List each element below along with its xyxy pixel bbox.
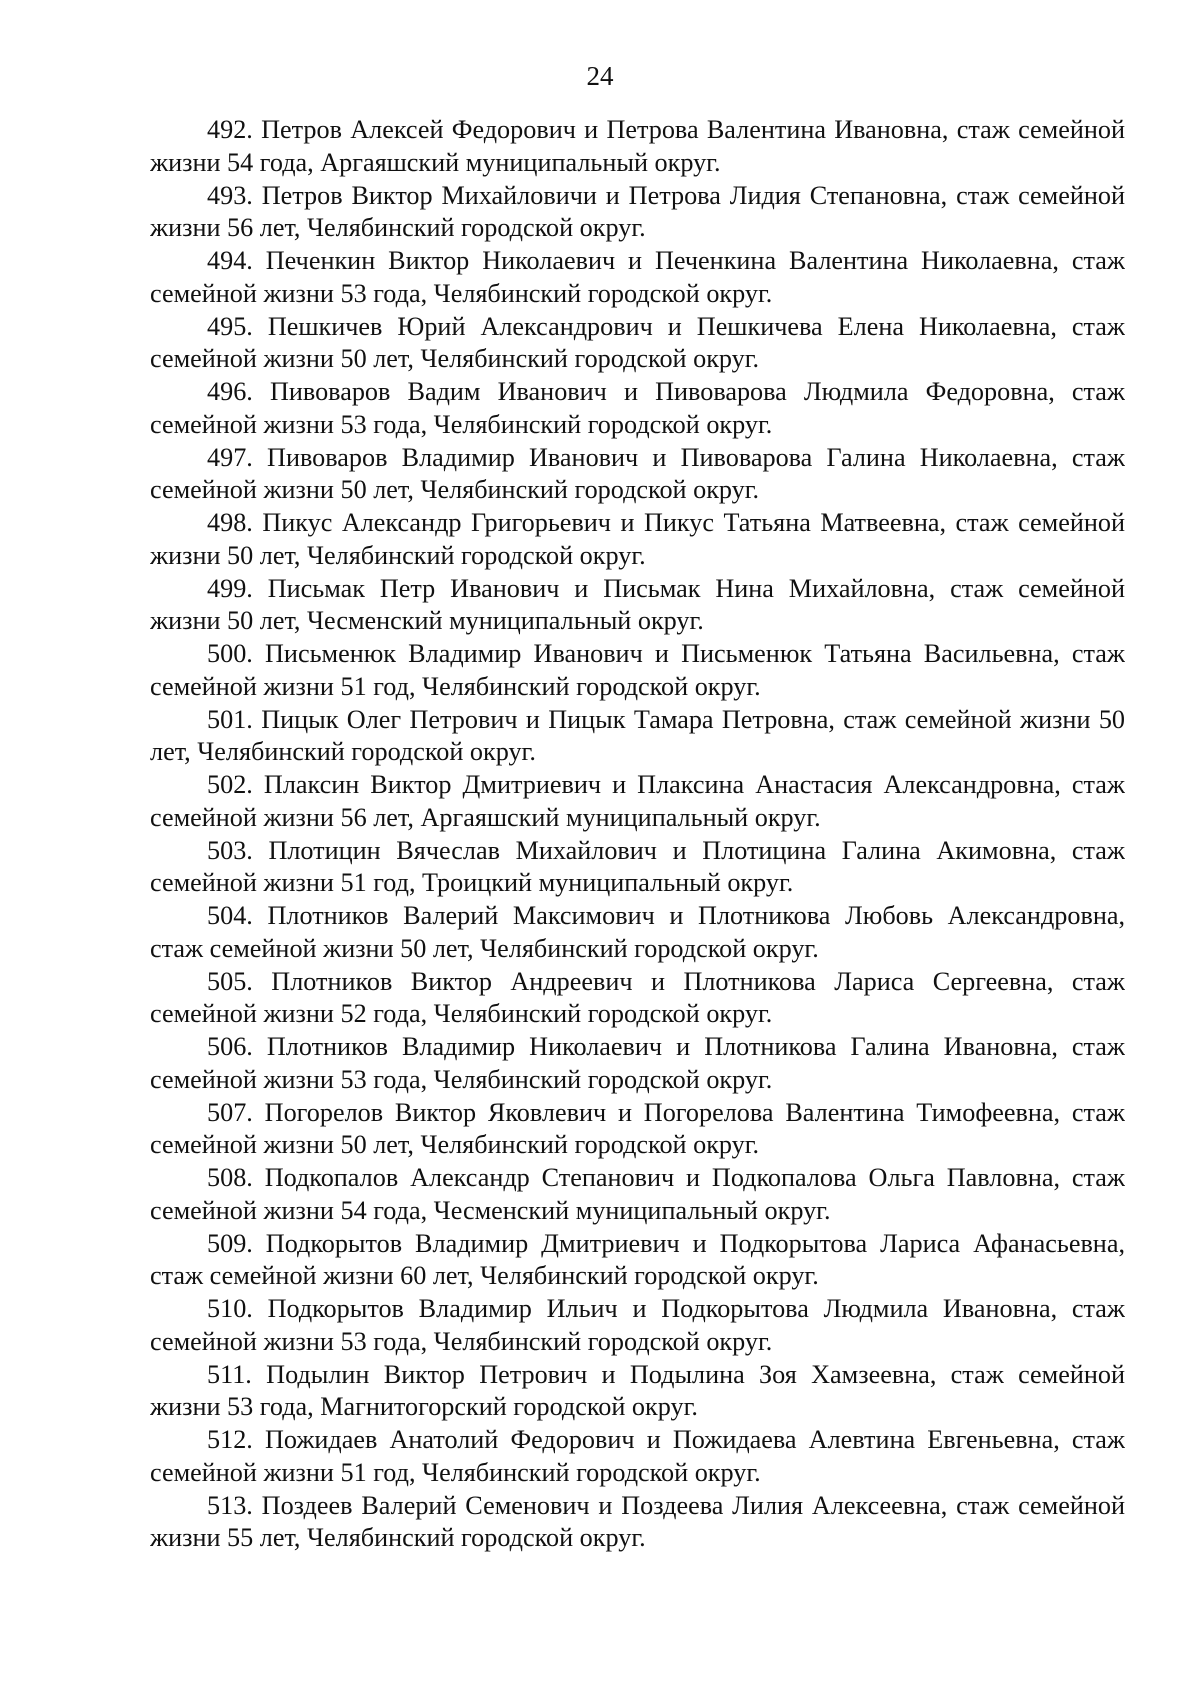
entry-number: 513. <box>207 1490 253 1520</box>
entry-text: Плотников Владимир Николаевич и Плотникова Галина Ивановна, стаж семейной жизни 53 года, Челябинский городской округ. <box>150 1032 1125 1094</box>
list-item <box>150 1293 1125 1359</box>
entry-text: Петров Алексей Федорович и Петрова Валентина Ивановна, стаж семейной жизни 54 года, Аргаяшский муниципальный округ. <box>150 115 1125 177</box>
list-item <box>150 1490 1125 1556</box>
list-item <box>150 180 1125 246</box>
entry-text: Петров Виктор Михайловичи и Петрова Лидия Степановна, стаж семейной жизни 56 лет, Челябинский городской округ. <box>150 180 1125 242</box>
list-item <box>150 638 1125 704</box>
entry-text: Письменюк Владимир Иванович и Письменюк Татьяна Васильевна, стаж семейной жизни 51 год, Челябинский городской округ. <box>150 639 1125 701</box>
list-item <box>150 114 1125 180</box>
entry-text: Подкорытов Владимир Ильич и Подкорытова Людмила Ивановна, стаж семейной жизни 53 года, Челябинский городской округ. <box>150 1294 1125 1356</box>
entry-text: Поздеев Валерий Семенович и Поздеева Лилия Алексеевна, стаж семейной жизни 55 лет, Челябинский городской округ. <box>150 1490 1125 1552</box>
list-item <box>150 966 1125 1032</box>
entry-number: 511. <box>207 1359 252 1389</box>
entry-number: 494. <box>207 246 253 275</box>
entry-number: 492. <box>207 115 253 144</box>
entry-text: Плотицин Вячеслав Михайлович и Плотицина Галина Акимовна, стаж семейной жизни 51 год, Троицкий муниципальный округ. <box>150 835 1125 897</box>
entry-text: Плотников Виктор Андреевич и Плотникова Лариса Сергеевна, стаж семейной жизни 52 года, Челябинский городской округ. <box>150 966 1125 1028</box>
entry-number: 501. <box>207 704 253 734</box>
entry-text: Печенкин Виктор Николаевич и Печенкина Валентина Николаевна, стаж семейной жизни 53 года, Челябинский городской округ. <box>150 246 1125 308</box>
entry-number: 509. <box>207 1228 253 1258</box>
list-item <box>150 376 1125 442</box>
entry-text: Плаксин Виктор Дмитриевич и Плаксина Анастасия Александровна, стаж семейной жизни 56 лет, Аргаяшский муниципальный округ. <box>150 770 1125 832</box>
entry-number: 505. <box>207 966 253 996</box>
list-item <box>150 900 1125 966</box>
entry-number: 508. <box>207 1163 253 1192</box>
entry-number: 510. <box>207 1294 253 1323</box>
list-item <box>150 1097 1125 1163</box>
entry-list <box>150 114 1125 1555</box>
entry-number: 502. <box>207 770 253 799</box>
list-item <box>150 1031 1125 1097</box>
entry-text: Пивоваров Вадим Иванович и Пивоварова Людмила Федоровна, стаж семейной жизни 53 года, Челябинский городской округ. <box>150 377 1125 439</box>
entry-text: Погорелов Виктор Яковлевич и Погорелова Валентина Тимофеевна, стаж семейной жизни 50 лет, Челябинский городской округ. <box>150 1097 1125 1159</box>
entry-number: 507. <box>207 1097 253 1127</box>
entry-number: 497. <box>207 442 253 472</box>
entry-number: 498. <box>207 508 253 537</box>
list-item <box>150 769 1125 835</box>
entry-text: Письмак Петр Иванович и Письмак Нина Михайловна, стаж семейной жизни 50 лет, Чесменский муниципальный округ. <box>150 573 1125 635</box>
entry-text: Пицык Олег Петрович и Пицык Тамара Петровна, стаж семейной жизни 50 лет, Челябинский городской округ. <box>150 704 1125 766</box>
entry-number: 506. <box>207 1032 253 1061</box>
list-item <box>150 573 1125 639</box>
page-number: 24 <box>586 61 614 91</box>
list-item <box>150 507 1125 573</box>
entry-text: Пешкичев Юрий Александрович и Пешкичева Елена Николаевна, стаж семейной жизни 50 лет, Челябинский городской округ. <box>150 311 1125 373</box>
entry-number: 503. <box>207 835 253 865</box>
entry-text: Подылин Виктор Петрович и Подылина Зоя Хамзеевна, стаж семейной жизни 53 года, Магнитогорский городской округ. <box>150 1359 1125 1421</box>
entry-text: Пожидаев Анатолий Федорович и Пожидаева Алевтина Евгеньевна, стаж семейной жизни 51 год, Челябинский городской округ. <box>150 1425 1125 1487</box>
list-item <box>150 245 1125 311</box>
entry-text: Подкопалов Александр Степанович и Подкопалова Ольга Павловна, стаж семейной жизни 54 года, Чесменский муниципальный округ. <box>150 1163 1125 1225</box>
entry-number: 496. <box>207 377 253 406</box>
entry-number: 495. <box>207 311 253 341</box>
entry-number: 512. <box>207 1425 253 1454</box>
entry-text: Пивоваров Владимир Иванович и Пивоварова Галина Николаевна, стаж семейной жизни 50 лет, Челябинский городской округ. <box>150 442 1125 504</box>
entry-number: 493. <box>207 180 253 210</box>
entry-text: Плотников Валерий Максимович и Плотникова Любовь Александровна, стаж семейной жизни 50 лет, Челябинский городской округ. <box>150 901 1125 963</box>
entry-number: 499. <box>207 573 253 603</box>
list-item <box>150 311 1125 377</box>
entry-text: Пикус Александр Григорьевич и Пикус Татьяна Матвеевна, стаж семейной жизни 50 лет, Челябинский городской округ. <box>150 508 1125 570</box>
list-item <box>150 442 1125 508</box>
entry-text: Подкорытов Владимир Дмитриевич и Подкорытова Лариса Афанасьевна, стаж семейной жизни 60 лет, Челябинский городской округ. <box>150 1228 1125 1290</box>
list-item <box>150 1228 1125 1294</box>
list-item <box>150 1162 1125 1228</box>
list-item <box>150 835 1125 901</box>
list-item <box>150 1424 1125 1490</box>
list-item <box>150 704 1125 770</box>
entry-number: 504. <box>207 901 253 930</box>
entry-number: 500. <box>207 639 253 668</box>
list-item <box>150 1359 1125 1425</box>
